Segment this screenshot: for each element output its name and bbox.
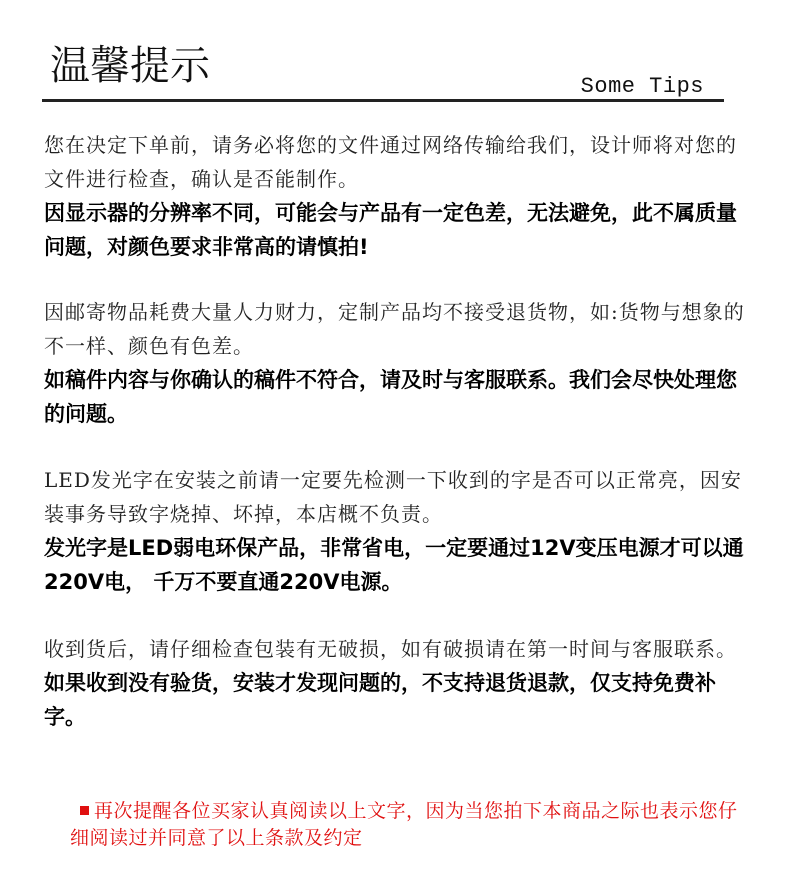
tips-header xyxy=(42,38,724,102)
header-divider xyxy=(42,99,724,102)
reminder-text: 再次提醒各位买家认真阅读以上文字，因为当您拍下本商品之际也表示您仔细阅读过并同意了以上条款及约定 xyxy=(70,800,738,849)
tip-emphasis: 因显示器的分辨率不同，可能会与产品有一定色差，无法避免，此不属质量问题，对颜色要求非常高的请慎拍! xyxy=(44,201,737,259)
page-title: 温馨提示 xyxy=(50,43,210,89)
tip-text: LED发光字在安装之前请一定要先检测一下收到的字是否可以正常亮，因安装事务导致字烧掉、坏掉，本店概不负责。 xyxy=(44,468,742,526)
tip-emphasis: 如果收到没有验货，安装才发现问题的，不支持退货退款，仅支持免费补字。 xyxy=(44,671,716,729)
tip-text: 收到货后，请仔细检查包装有无破损，如有破损请在第一时间与客服联系。 xyxy=(44,637,737,661)
tip-section-led-install xyxy=(44,463,750,599)
tip-text: 因邮寄物品耗费大量人力财力，定制产品均不接受退货物，如:货物与想象的不一样、颜色有色差。 xyxy=(44,300,745,358)
final-reminder xyxy=(70,798,740,852)
tip-emphasis: 如稿件内容与你确认的稿件不符合，请及时与客服联系。我们会尽快处理您的问题。 xyxy=(44,368,737,426)
tip-section-no-returns xyxy=(44,295,750,431)
tip-emphasis: 发光字是LED弱电环保产品，非常省电，一定要通过12V变压电源才可以通220V电， 千万不要直通220V电源。 xyxy=(44,536,744,594)
tip-section-inspection xyxy=(44,632,750,734)
tip-section-design-check xyxy=(44,128,750,264)
bullet-square-icon xyxy=(80,806,89,815)
tip-text: 您在决定下单前，请务必将您的文件通过网络传输给我们，设计师将对您的文件进行检查，确认是否能制作。 xyxy=(44,133,737,191)
page-subtitle: Some Tips xyxy=(580,74,704,99)
